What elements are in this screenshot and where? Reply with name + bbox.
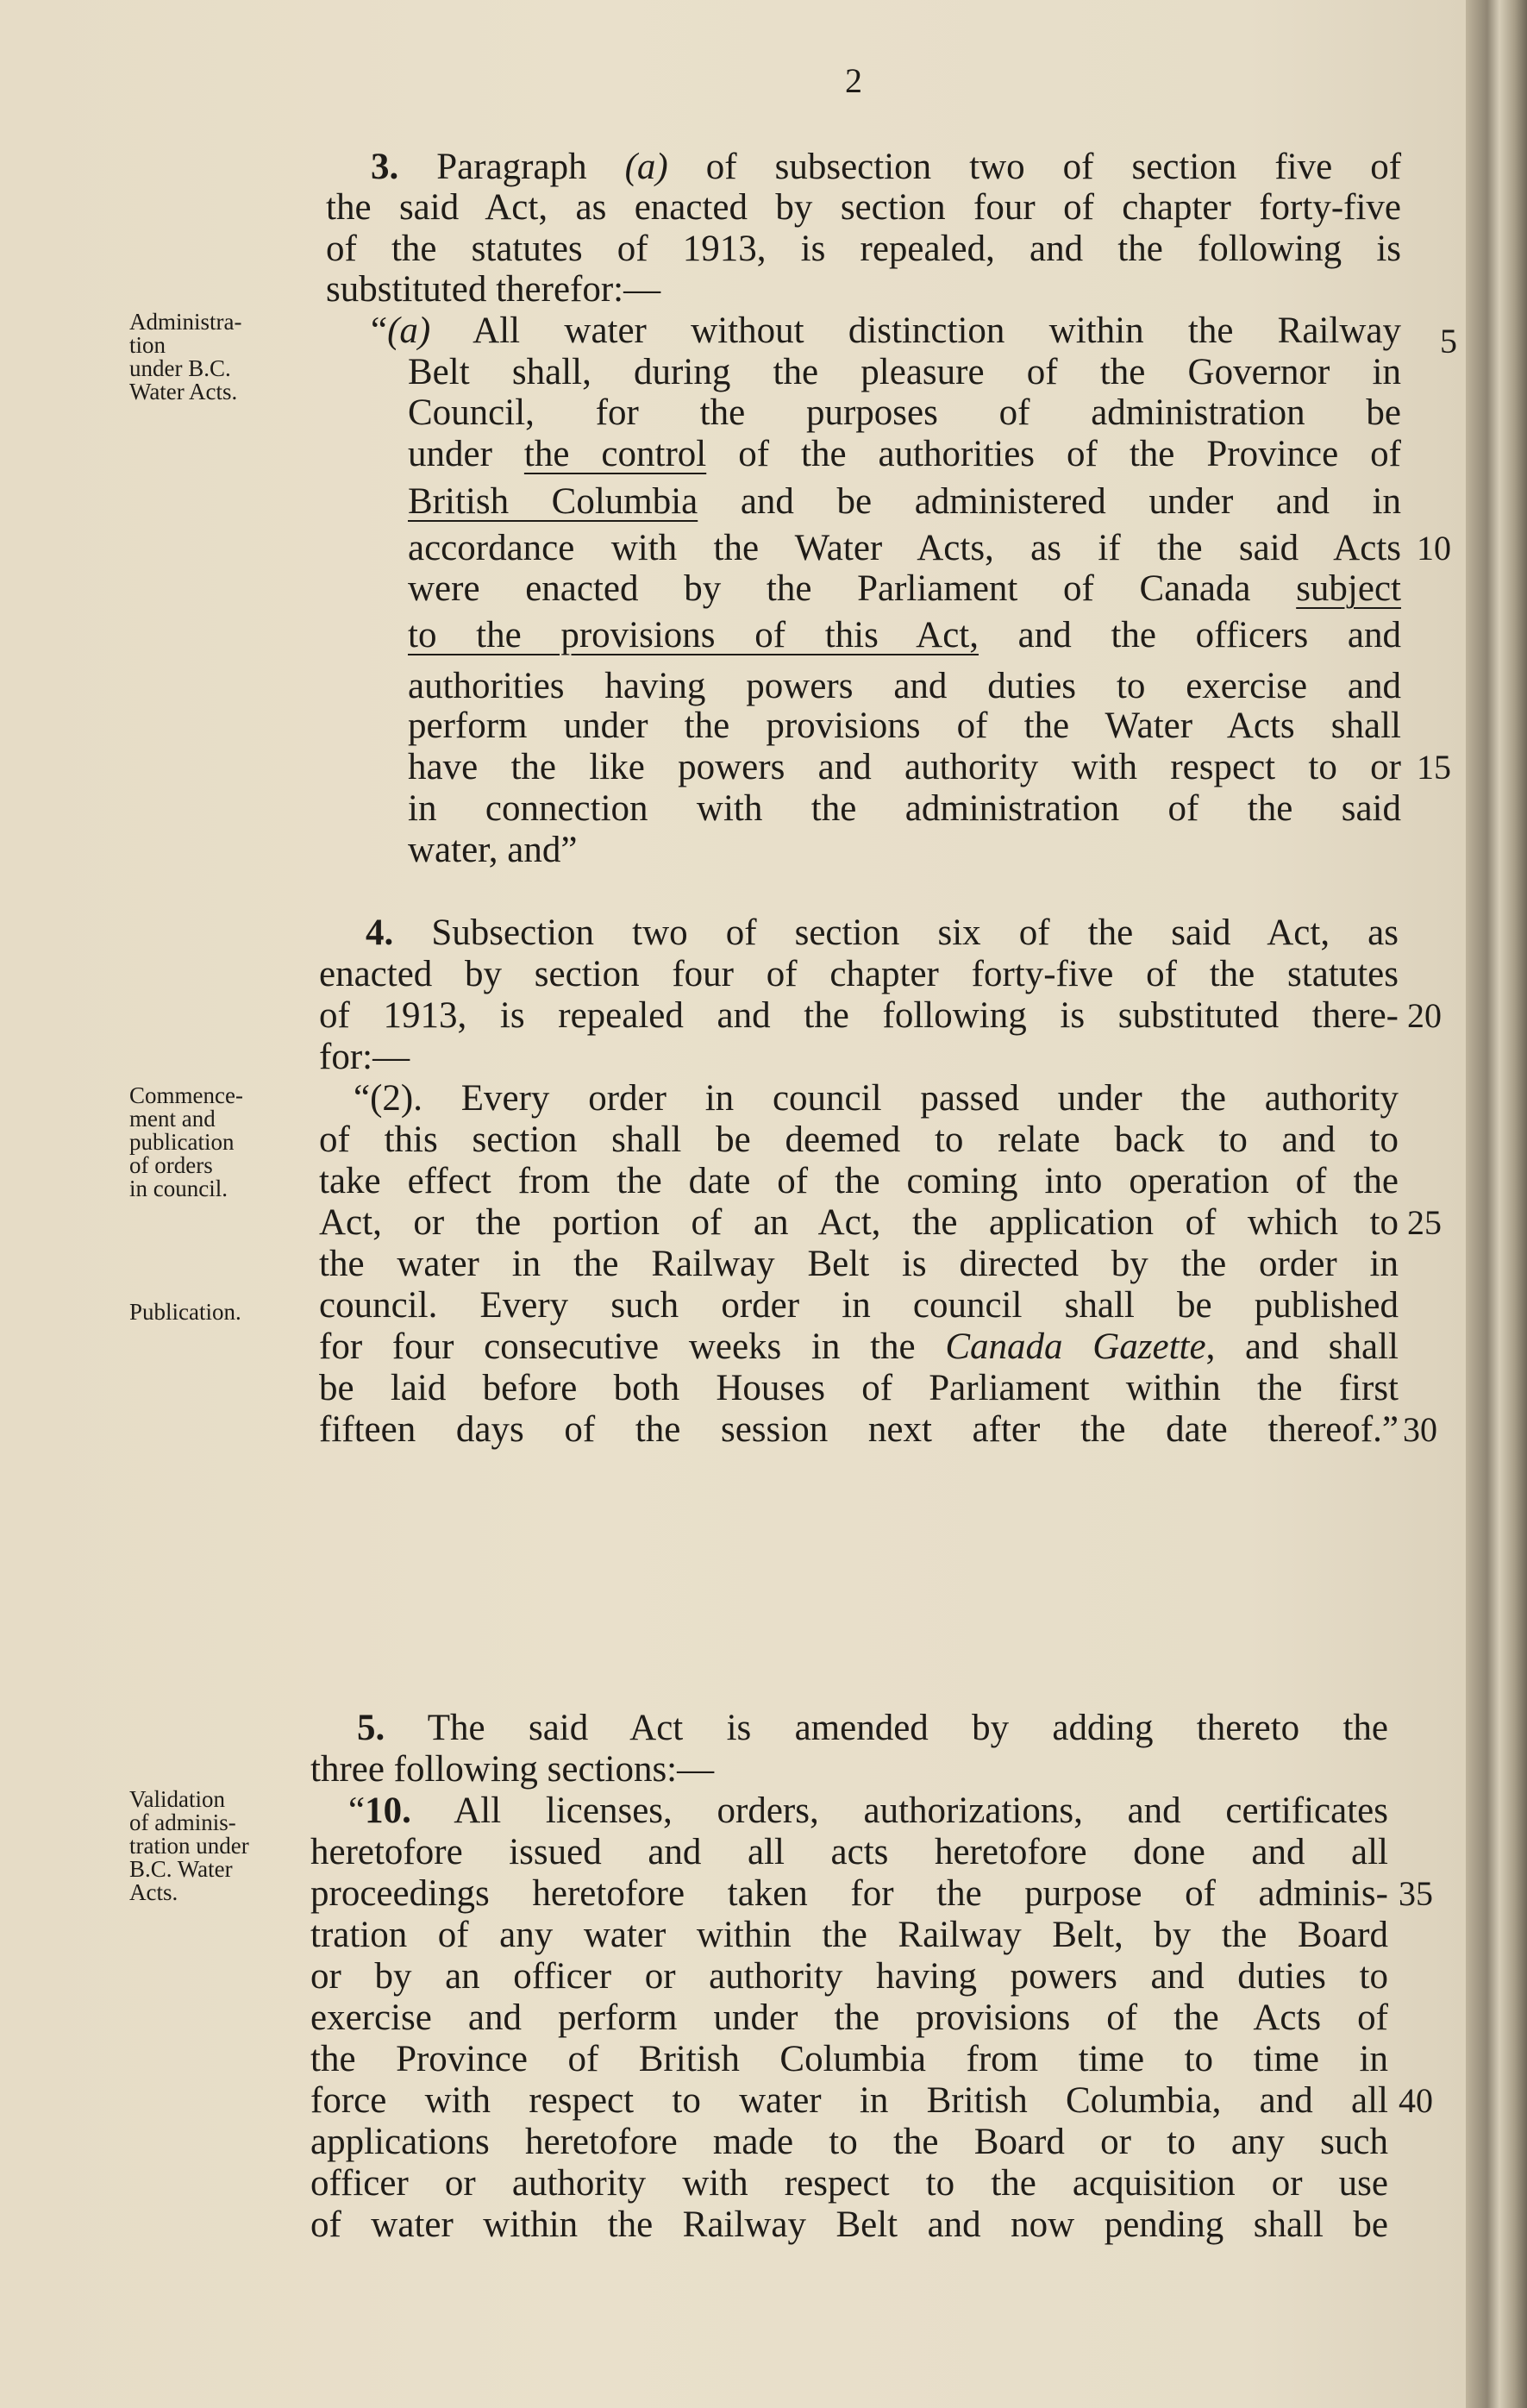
margin-note-line: Validation xyxy=(129,1786,225,1812)
margin-note-line: tion xyxy=(129,332,166,358)
margin-note-line: under B.C. xyxy=(129,355,231,381)
margin-note-line: tration under xyxy=(129,1833,249,1859)
section-3-quote-line-1: “(a) All water without distinction within the Railway xyxy=(371,310,1401,351)
section-4-line: of 1913, is repealed and the following is substituted there- xyxy=(319,995,1399,1036)
section-3-quote-line-underlined: to the provisions of this Act, and the officers and xyxy=(408,615,1401,655)
section-4-line-gazette: for four consecutive weeks in the Canada Gazette, and shall xyxy=(319,1326,1399,1367)
line-number: 25 xyxy=(1407,1203,1442,1242)
margin-note-line: publication xyxy=(129,1129,235,1155)
section-5-line: officer or authority with respect to the acquisition or use xyxy=(310,2163,1388,2204)
section-number: 5. xyxy=(357,1708,385,1748)
line-number: 20 xyxy=(1407,996,1442,1035)
section-4-line: Act, or the portion of an Act, the application of which to xyxy=(319,1202,1399,1243)
section-4-line: be laid before both Houses of Parliament within the first xyxy=(319,1368,1399,1408)
section-5-line: or by an officer or authority having powers and duties to xyxy=(310,1956,1388,1997)
margin-note-line: Water Acts. xyxy=(129,379,238,404)
margin-note-line: of adminis- xyxy=(129,1809,236,1835)
margin-note-line: B.C. Water xyxy=(129,1856,233,1882)
section-4-line: fifteen days of the session next after the date thereof.” xyxy=(319,1409,1399,1450)
section-number: 3. xyxy=(371,147,399,187)
margin-note-publication xyxy=(129,1301,293,1324)
section-3-quote-line: accordance with the Water Acts, as if the said Acts xyxy=(408,528,1401,568)
margin-note-line: ment and xyxy=(129,1106,216,1132)
section-4-line: “(2). Every order in council passed under the authority xyxy=(354,1078,1399,1119)
page-number: 2 xyxy=(845,61,862,100)
section-number: 4. xyxy=(366,912,394,953)
section-4-line: the water in the Railway Belt is directed by the order in xyxy=(319,1244,1399,1284)
margin-note-line: of orders xyxy=(129,1152,213,1178)
section-3-line-1: 3. Paragraph (a) of subsection two of section five of xyxy=(371,147,1402,187)
section-5-line: of water within the Railway Belt and now pending shall be xyxy=(310,2204,1388,2245)
margin-note-line: Commence- xyxy=(129,1082,243,1108)
section-3-line: the said Act, as enacted by section four of chapter forty-five xyxy=(326,187,1401,228)
section-4-line: take effect from the date of the coming into operation of the xyxy=(319,1161,1399,1201)
line-number: 40 xyxy=(1399,2081,1433,2120)
line-number: 15 xyxy=(1417,748,1451,787)
section-4-line: enacted by section four of chapter forty-five of the statutes xyxy=(319,954,1399,994)
section-5-line: heretofore issued and all acts heretofore done and all xyxy=(310,1832,1388,1872)
section-5-line: tration of any water within the Railway Belt, by the Board xyxy=(310,1915,1388,1955)
section-3-quote-line: perform under the provisions of the Water Acts shall xyxy=(408,705,1401,746)
margin-note-commencement xyxy=(129,1084,293,1201)
line-number: 10 xyxy=(1417,529,1451,568)
margin-note-administration xyxy=(129,310,293,404)
section-3-quote-line-underlined: under the control of the authorities of the Province of xyxy=(408,434,1401,474)
section-3-quote-line: water, and” xyxy=(408,830,578,870)
section-5-line: the Province of British Columbia from time to time in xyxy=(310,2039,1388,2079)
line-number: 5 xyxy=(1440,322,1457,361)
section-3-quote-line-underlined: British Columbia and be administered under and in xyxy=(408,481,1401,522)
section-4-line: of this section shall be deemed to relate back to and to xyxy=(319,1119,1399,1160)
section-3-quote-line-underlined: were enacted by the Parliament of Canada subject xyxy=(408,568,1401,609)
line-number: 30 xyxy=(1403,1410,1437,1449)
margin-note-line: Administra- xyxy=(129,309,242,335)
section-3-quote-line: have the like powers and authority with respect to or xyxy=(408,747,1401,787)
section-3-quote-line: authorities having powers and duties to exercise and xyxy=(408,666,1401,706)
section-3-quote-line: in connection with the administration of the said xyxy=(408,788,1401,829)
section-4-line-1: 4. Subsection two of section six of the said Act, as xyxy=(366,912,1399,953)
section-5-line: force with respect to water in British Columbia, and all xyxy=(310,2080,1388,2121)
margin-note-line: in council. xyxy=(129,1176,228,1201)
section-3-quote-line: Council, for the purposes of administration be xyxy=(408,392,1401,433)
section-5-line: proceedings heretofore taken for the purpose of adminis- xyxy=(310,1873,1388,1914)
section-5-line-3: “10. All licenses, orders, authorizations, and certificates xyxy=(348,1790,1388,1831)
section-3-quote-line: Belt shall, during the pleasure of the Governor in xyxy=(408,352,1401,392)
section-4-line: council. Every such order in council shall be published xyxy=(319,1285,1399,1326)
margin-note-line: Acts. xyxy=(129,1879,178,1905)
line-number: 35 xyxy=(1399,1874,1433,1913)
section-5-line: three following sections:— xyxy=(310,1749,715,1790)
section-4-line: for:— xyxy=(319,1037,410,1077)
section-5-line-1: 5. The said Act is amended by adding thereto the xyxy=(357,1708,1388,1748)
margin-note-validation xyxy=(129,1788,293,1904)
page-edge xyxy=(1466,0,1527,2408)
section-5-line: applications heretofore made to the Board or to any such xyxy=(310,2122,1388,2162)
section-3-line: substituted therefor:— xyxy=(326,269,661,310)
margin-note-line: Publication. xyxy=(129,1299,241,1325)
section-3-line: of the statutes of 1913, is repealed, and the following is xyxy=(326,229,1401,269)
section-5-line: exercise and perform under the provisions of the Acts of xyxy=(310,1997,1388,2038)
